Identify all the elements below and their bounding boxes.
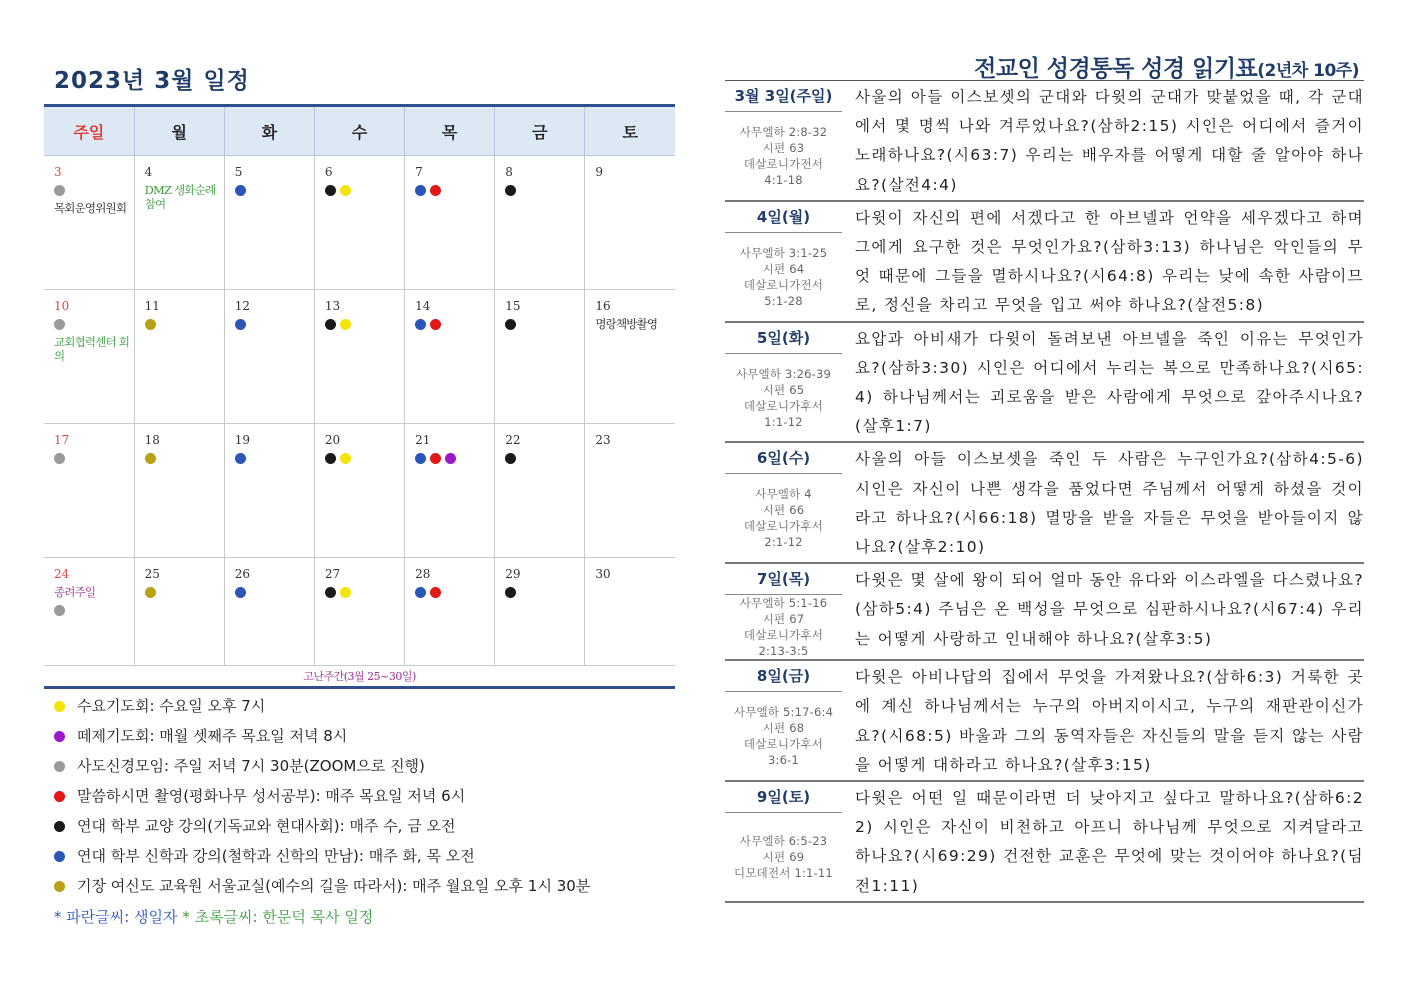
red-dot-icon [54, 791, 65, 802]
reading-questions: 다윗이 자신의 편에 서겠다고 한 아브넬과 언약을 세우겠다고 하며 그에게 요구한 것은 무엇인가요?(삼하3:13) 하나님은 악인들의 무엇 때문에 그들을 멸하시나요?(시64:8) 우리는 낮에 속한 사람이므로, 정신을 차리고 무엇을 입고 써야 하나요?(살전5:8) [855, 208, 1364, 315]
calendar-day-cell[interactable] [44, 156, 134, 290]
weekday-header: 토 [585, 106, 675, 156]
scripture-ref: 데살로니가후서 [743, 737, 824, 752]
day-number: 12 [234, 299, 251, 313]
event-dots [415, 451, 494, 465]
calendar-day-cell[interactable] [224, 558, 314, 666]
calendar-day-cell[interactable] [224, 424, 314, 558]
calendar-week-row [44, 424, 675, 558]
calendar-day-cell[interactable] [314, 424, 404, 558]
day-number: 29 [505, 567, 521, 581]
scripture-ref: 사무엘하 3:1-25 [739, 245, 828, 260]
blue-dot-icon [415, 453, 426, 464]
reading-row [725, 323, 1364, 444]
event-dots [325, 317, 404, 331]
red-dot-icon [430, 587, 441, 598]
scripture-ref: 시편 66 [762, 503, 805, 518]
scripture-ref: 사무엘하 4 [755, 487, 812, 502]
event-dots [235, 183, 314, 197]
day-number: 3 [54, 165, 62, 179]
day-number: 20 [324, 433, 341, 447]
scripture-refs [725, 233, 842, 321]
calendar-day-cell[interactable] [314, 156, 404, 290]
calendar-day-cell[interactable] [585, 558, 675, 666]
legend-text: 연대 학부 교양 강의(기독교와 현대사회): 매주 수, 금 오전 [77, 817, 456, 835]
red-dot-icon [430, 453, 441, 464]
day-number: 17 [54, 433, 70, 447]
black-dot-icon [505, 453, 516, 464]
day-number: 8 [505, 165, 513, 179]
reading-title [974, 50, 1359, 83]
yellow-dot-icon [340, 587, 351, 598]
event-dots [595, 183, 675, 197]
reading-questions: 사울의 아들 이스보셋을 죽인 두 사람은 누구인가요?(삼하4:5-6) 시인은 자신이 나쁜 생각을 품었다면 주님께서 어떻게 하셨을 것이라고 하나요?(시66:18) 멸망을 받을 자들은 무엇을 받아들이지 않나요?(살후2:10) [855, 450, 1364, 557]
calendar-week-row [44, 558, 675, 666]
blue-dot-icon [235, 319, 246, 330]
calendar-day-cell[interactable] [585, 290, 675, 424]
day-number: 30 [595, 567, 611, 581]
reading-questions: 요압과 아비새가 다윗이 돌려보낸 아브넬을 죽인 이유는 무엇인가요?(삼하3:30) 시인은 어디에서 누리는 복으로 만족하나요?(시65:4) 하나님께서는 괴로움을 받은 사람에게 무엇으로 갚아주시나요?(살후1:7) [855, 329, 1364, 436]
reading-questions: 다윗은 아비나답의 집에서 무엇을 가져왔나요?(삼하6:3) 거룩한 곳에 계신 하나님께서는 누구의 아버지이시고, 누구의 재판관이신가요?(시68:5) 바울과 그의 동역자들은 자신들의 말을 듣지 않는 사람을 어떻게 대하라고 하나요?(살후3:15) [855, 668, 1364, 774]
scripture-refs [725, 813, 842, 901]
day-number: 22 [505, 433, 521, 447]
scripture-ref: 시편 64 [762, 261, 805, 276]
blue-dot-icon [54, 851, 65, 862]
day-number: 18 [144, 433, 160, 447]
event-note: 명랑책방촬영 [595, 317, 658, 331]
black-dot-icon [325, 185, 336, 196]
scripture-ref: 5:1-28 [764, 293, 803, 308]
day-number: 10 [54, 299, 70, 313]
holy-week-note: 고난주간(3월 25~30일) [303, 670, 416, 683]
day-number: 25 [144, 567, 160, 581]
reading-date: 9일(토) [725, 782, 842, 813]
yellow-dot-icon [54, 701, 65, 712]
reading-title-suffix: (2년차 10주) [1257, 61, 1359, 81]
reading-date-column [725, 323, 842, 442]
calendar-day-cell[interactable] [224, 290, 314, 424]
calendar-day-cell[interactable] [44, 424, 134, 558]
yellow-dot-icon [340, 319, 351, 330]
calendar-week-row [44, 156, 675, 290]
day-number: 4 [144, 165, 153, 179]
purple-dot-icon [445, 453, 456, 464]
legend [54, 696, 694, 930]
reading-date: 6일(수) [725, 443, 842, 474]
event-dots [54, 317, 134, 331]
scripture-ref: 시편 68 [762, 721, 805, 736]
event-dots [235, 451, 314, 465]
event-note: 교회협력센터 회의 [54, 335, 130, 363]
blue-dot-icon [415, 587, 426, 598]
calendar-day-cell[interactable] [134, 424, 224, 558]
legend-item [54, 696, 694, 726]
scripture-refs [725, 354, 842, 442]
yellow-dot-icon [340, 453, 351, 464]
blue-text-note: * 파란글씨: 생일자 [54, 908, 178, 926]
reading-row [725, 202, 1364, 323]
legend-text: 말씀하시면 촬영(평화나무 성서공부): 매주 목요일 저녁 6시 [77, 787, 466, 805]
green-text-note: * 초록글씨: 한문덕 목사 일정 [182, 908, 374, 926]
calendar-day-cell[interactable] [495, 156, 585, 290]
event-note: 종려주일 [54, 585, 96, 599]
calendar-day-cell[interactable] [405, 558, 495, 666]
event-dots [415, 183, 494, 197]
event-dots [595, 451, 675, 465]
reading-questions: 사울의 아들 이스보셋의 군대와 다윗의 군대가 맞붙었을 때, 각 군대에서 몇 명씩 나와 겨루었나요?(삼하2:15) 시인은 어디에서 즐거이 노래하나요?(시63:7) 우리는 배우자를 어떻게 대할 줄 알아야 하나요?(살전4:4) [855, 88, 1364, 194]
calendar [44, 104, 675, 666]
day-number: 23 [595, 433, 611, 447]
scripture-ref: 데살로니가전서 [743, 277, 824, 292]
gray-dot-icon [54, 319, 65, 330]
reading-date-column [725, 202, 842, 321]
event-dots [415, 317, 494, 331]
day-number: 27 [324, 567, 341, 581]
weekday-header: 화 [224, 106, 314, 156]
reading-row [725, 81, 1364, 202]
legend-text: 연대 학부 신학과 강의(철학과 신학의 만남): 매주 화, 목 오전 [77, 847, 475, 865]
calendar-day-cell[interactable] [405, 290, 495, 424]
reading-row [725, 564, 1364, 661]
gray-dot-icon [54, 605, 65, 616]
day-number: 11 [144, 299, 160, 313]
calendar-week-row [44, 290, 675, 424]
event-dots [54, 183, 134, 197]
scripture-ref: 4:1-18 [764, 172, 803, 187]
event-dots [505, 451, 584, 465]
day-number: 13 [324, 299, 341, 313]
day-number: 6 [324, 165, 333, 179]
scripture-ref: 2:13-3:5 [758, 644, 809, 659]
day-number: 16 [595, 299, 611, 313]
scripture-ref: 시편 63 [762, 140, 805, 155]
weekday-header: 주일 [44, 106, 134, 156]
event-dots [145, 451, 224, 465]
event-dots [325, 451, 404, 465]
legend-text: 사도신경모임: 주일 저녁 7시 30분(ZOOM으로 진행) [77, 757, 425, 775]
reading-table [725, 80, 1364, 903]
olive-dot-icon [145, 319, 156, 330]
event-dots [54, 451, 134, 465]
calendar-day-cell[interactable] [495, 558, 585, 666]
event-dots [235, 585, 314, 599]
event-dots [505, 183, 584, 197]
event-dots [145, 317, 224, 331]
black-dot-icon [325, 453, 336, 464]
event-dots [145, 585, 224, 599]
calendar-day-cell[interactable] [495, 424, 585, 558]
weekday-header-row [44, 106, 675, 156]
calendar-day-cell[interactable] [44, 290, 134, 424]
reading-date-column [725, 782, 842, 901]
event-note: 목회운영위원회 [54, 201, 127, 215]
reading-row [725, 661, 1364, 782]
event-dots [325, 183, 404, 197]
reading-date-column [725, 661, 842, 780]
calendar-day-cell[interactable] [44, 558, 134, 666]
calendar-bottom-bar [44, 664, 675, 689]
calendar-day-cell[interactable] [134, 558, 224, 666]
day-number: 19 [234, 433, 251, 447]
calendar-day-cell[interactable] [495, 290, 585, 424]
reading-date-column [725, 81, 842, 200]
day-number: 26 [234, 567, 251, 581]
scripture-ref: 데살로니가후서 [743, 628, 824, 643]
blue-dot-icon [415, 319, 426, 330]
calendar-day-cell[interactable] [224, 156, 314, 290]
day-number: 7 [415, 165, 423, 179]
red-dot-icon [430, 185, 441, 196]
reading-questions: 다윗은 어떤 일 때문이라면 더 낮아지고 싶다고 말하나요?(삼하6:22) 시인은 자신이 비천하고 아프니 하나님께 무엇으로 지켜달라고 하나요?(시69:29) 건전한 교훈은 무엇에 맞는 것이어야 하나요?(딤전1:11) [855, 789, 1364, 895]
day-number: 9 [595, 165, 603, 179]
scripture-ref: 시편 69 [762, 849, 805, 864]
reading-row [725, 782, 1364, 903]
reading-date: 7일(목) [725, 564, 842, 595]
weekday-header: 금 [495, 106, 585, 156]
day-number: 21 [415, 433, 431, 447]
scripture-refs [725, 112, 842, 200]
reading-date: 8일(금) [725, 661, 842, 692]
olive-dot-icon [145, 587, 156, 598]
event-dots [415, 585, 494, 599]
legend-text: 기장 여신도 교육원 서울교실(예수의 길을 따라서): 매주 월요일 오후 1시 30분 [77, 877, 591, 895]
legend-item [54, 816, 694, 846]
reading-date-column [725, 564, 842, 659]
calendar-day-cell[interactable] [314, 558, 404, 666]
legend-color-note [54, 906, 694, 930]
scripture-ref: 디모데전서 1:1-11 [734, 865, 833, 880]
olive-dot-icon [145, 453, 156, 464]
event-dots [595, 585, 675, 599]
weekday-header: 수 [314, 106, 404, 156]
scripture-ref: 데살로니가후서 [743, 519, 824, 534]
weekday-header: 목 [405, 106, 495, 156]
black-dot-icon [325, 319, 336, 330]
day-number: 28 [415, 567, 431, 581]
legend-item [54, 756, 694, 786]
black-dot-icon [505, 587, 516, 598]
reading-questions: 다윗은 몇 살에 왕이 되어 얼마 동안 유다와 이스라엘을 다스렸나요?(삼하5:4) 주님은 온 백성을 무엇으로 심판하시나요?(시67:4) 우리는 어떻게 사랑하고 인내해야 하나요?(살후3:5) [855, 571, 1364, 648]
scripture-refs [725, 692, 842, 780]
scripture-refs [725, 474, 842, 562]
black-dot-icon [505, 185, 516, 196]
event-note: DMZ 생화순례 참여 [144, 183, 216, 211]
event-dots [325, 585, 404, 599]
day-number: 15 [505, 299, 521, 313]
reading-date: 5일(화) [725, 323, 842, 354]
reading-row [725, 443, 1364, 564]
event-dots [54, 603, 134, 617]
scripture-ref: 2:1-12 [764, 535, 803, 550]
gray-dot-icon [54, 185, 65, 196]
calendar-day-cell[interactable] [585, 156, 675, 290]
scripture-ref: 데살로니가후서 [743, 398, 824, 413]
reading-date: 3월 3일(주일) [725, 81, 842, 112]
calendar-day-cell[interactable] [134, 156, 224, 290]
blue-dot-icon [235, 587, 246, 598]
legend-item [54, 726, 694, 756]
scripture-ref: 사무엘하 6:5-23 [739, 833, 828, 848]
weekday-header: 월 [134, 106, 224, 156]
scripture-ref: 사무엘하 2:8-32 [739, 124, 828, 139]
scripture-refs [725, 595, 842, 659]
purple-dot-icon [54, 731, 65, 742]
event-dots [505, 317, 584, 331]
black-dot-icon [325, 587, 336, 598]
event-dots [505, 585, 584, 599]
blue-dot-icon [235, 453, 246, 464]
event-dots [235, 317, 314, 331]
gray-dot-icon [54, 761, 65, 772]
calendar-day-cell[interactable] [134, 290, 224, 424]
scripture-ref: 3:6-1 [768, 753, 799, 768]
calendar-day-cell[interactable] [314, 290, 404, 424]
scripture-ref: 사무엘하 5:17-6:4 [733, 705, 834, 720]
legend-item [54, 876, 694, 906]
scripture-ref: 시편 65 [762, 382, 805, 397]
black-dot-icon [54, 821, 65, 832]
day-number: 5 [234, 165, 243, 179]
day-number: 14 [415, 299, 431, 313]
reading-date-column [725, 443, 842, 562]
calendar-title: 2023년 3월 일정 [54, 68, 250, 94]
scripture-ref: 1:1-12 [764, 414, 803, 429]
blue-dot-icon [235, 185, 246, 196]
calendar-grid [44, 104, 675, 666]
scripture-ref: 데살로니가전서 [743, 156, 824, 171]
legend-item [54, 786, 694, 816]
legend-text: 수요기도회: 수요일 오후 7시 [77, 697, 266, 715]
black-dot-icon [505, 319, 516, 330]
calendar-day-cell[interactable] [585, 424, 675, 558]
legend-text: 떼제기도회: 매월 셋째주 목요일 저녁 8시 [77, 727, 348, 745]
scripture-ref: 시편 67 [762, 612, 805, 627]
legend-item [54, 846, 694, 876]
blue-dot-icon [415, 185, 426, 196]
olive-dot-icon [54, 881, 65, 892]
red-dot-icon [430, 319, 441, 330]
scripture-ref: 사무엘하 5:1-16 [739, 596, 828, 611]
reading-date: 4일(월) [725, 202, 842, 233]
reading-title-main: 전교인 성경통독 성경 읽기표 [974, 56, 1258, 82]
calendar-day-cell[interactable] [405, 424, 495, 558]
yellow-dot-icon [340, 185, 351, 196]
scripture-ref: 사무엘하 3:26-39 [735, 366, 832, 381]
day-number: 24 [54, 567, 70, 581]
calendar-day-cell[interactable] [405, 156, 495, 290]
gray-dot-icon [54, 453, 65, 464]
